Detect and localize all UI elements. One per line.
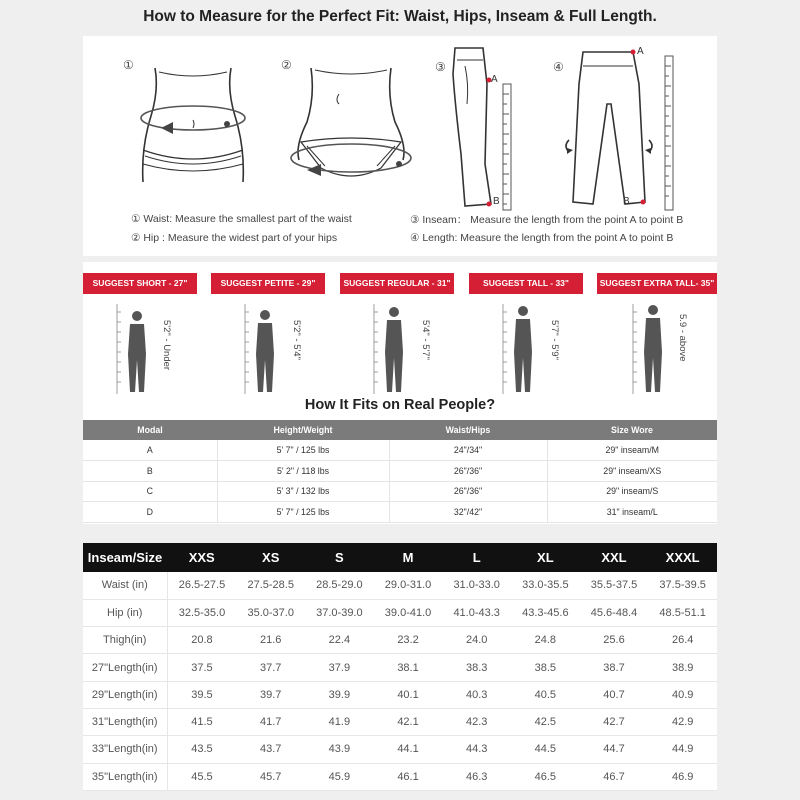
table-cell: 21.6 <box>236 627 305 654</box>
hip-figure <box>281 56 421 206</box>
table-cell: 41.0-43.3 <box>442 599 511 626</box>
table-cell: 37.0-39.0 <box>305 599 374 626</box>
suggest-badge: SUGGEST TALL - 33" <box>469 273 583 294</box>
step-number-3: ③ <box>435 60 446 74</box>
height-label: 5.9 - above <box>677 314 688 362</box>
table-cell: 40.5 <box>511 681 580 708</box>
table-row <box>83 627 717 654</box>
row-label: 33"Length(in) <box>83 736 167 763</box>
table-cell: A <box>83 440 217 461</box>
table-cell: 39.7 <box>236 681 305 708</box>
table-row <box>83 599 717 626</box>
height-label: 5'2" - Under <box>161 320 172 371</box>
table-cell: 43.9 <box>305 736 374 763</box>
point-b-label: B <box>623 196 630 207</box>
table-cell: 45.6-48.4 <box>580 599 649 626</box>
table-cell: 37.5-39.5 <box>648 572 717 599</box>
table-cell: 24.8 <box>511 627 580 654</box>
table-cell: 39.9 <box>305 681 374 708</box>
table-cell: 29" inseam/M <box>547 440 717 461</box>
waist-figure <box>123 56 263 206</box>
step-number-2: ② <box>281 58 292 72</box>
column-header: Inseam/Size <box>83 543 167 572</box>
table-cell: 41.9 <box>305 708 374 735</box>
height-label: 5'2" - 5'4" <box>291 320 302 360</box>
table-cell: 24.0 <box>442 627 511 654</box>
table-cell: 38.9 <box>648 654 717 681</box>
step-number-4: ④ <box>553 60 564 74</box>
table-row <box>83 763 717 790</box>
table-cell: 43.7 <box>236 736 305 763</box>
inseam-illustration-icon <box>433 44 553 214</box>
table-cell: 44.5 <box>511 736 580 763</box>
table-cell: 41.7 <box>236 708 305 735</box>
table-cell: 44.7 <box>580 736 649 763</box>
column-header: XXL <box>580 543 649 572</box>
table-cell: 25.6 <box>580 627 649 654</box>
table-cell: 43.3-45.6 <box>511 599 580 626</box>
table-cell: 46.7 <box>580 763 649 790</box>
row-label: 29"Length(in) <box>83 681 167 708</box>
table-cell: 31" inseam/L <box>547 502 717 523</box>
table-cell: 33.0-35.5 <box>511 572 580 599</box>
height-label: 5'7" - 5'9" <box>549 320 560 360</box>
table-cell: 26"/36" <box>389 481 547 502</box>
table-cell: 42.9 <box>648 708 717 735</box>
table-cell: 40.1 <box>374 681 443 708</box>
table-cell: 32"/42" <box>389 502 547 523</box>
table-cell: 40.3 <box>442 681 511 708</box>
table-cell: 46.9 <box>648 763 717 790</box>
column-header: Height/Weight <box>217 420 389 440</box>
row-label: 31"Length(in) <box>83 708 167 735</box>
fit-table-header <box>83 420 717 440</box>
table-cell: 38.3 <box>442 654 511 681</box>
inseam-figure <box>433 44 553 214</box>
table-cell: 42.5 <box>511 708 580 735</box>
table-cell: 20.8 <box>167 627 236 654</box>
table-cell: 46.3 <box>442 763 511 790</box>
table-cell: 29" inseam/S <box>547 481 717 502</box>
column-header: L <box>442 543 511 572</box>
table-cell: 28.5-29.0 <box>305 572 374 599</box>
table-cell: 39.0-41.0 <box>374 599 443 626</box>
table-cell: 27.5-28.5 <box>236 572 305 599</box>
table-cell: 22.4 <box>305 627 374 654</box>
page-title: How to Measure for the Perfect Fit: Waist, Hips, Inseam & Full Length. <box>143 8 657 25</box>
table-cell: 26.4 <box>648 627 717 654</box>
table-cell: 26"/36" <box>389 461 547 482</box>
table-cell: 37.7 <box>236 654 305 681</box>
row-label: 35"Length(in) <box>83 763 167 790</box>
table-cell: 41.5 <box>167 708 236 735</box>
table-row <box>83 481 717 502</box>
length-figure <box>553 44 703 214</box>
row-label: Hip (in) <box>83 599 167 626</box>
table-cell: 32.5-35.0 <box>167 599 236 626</box>
table-cell: 42.7 <box>580 708 649 735</box>
size-table-header <box>83 543 717 572</box>
table-row <box>83 681 717 708</box>
size-chart-table <box>83 543 717 791</box>
table-cell: 40.7 <box>580 681 649 708</box>
table-cell: 23.2 <box>374 627 443 654</box>
table-cell: B <box>83 461 217 482</box>
table-cell: 40.9 <box>648 681 717 708</box>
table-cell: 5' 7" / 125 lbs <box>217 440 389 461</box>
fit-table <box>83 420 717 523</box>
table-cell: 46.1 <box>374 763 443 790</box>
table-row <box>83 736 717 763</box>
table-row <box>83 461 717 482</box>
column-header: M <box>374 543 443 572</box>
suggest-badge: SUGGEST SHORT - 27" <box>83 273 197 294</box>
column-header: Waist/Hips <box>389 420 547 440</box>
table-cell: 38.1 <box>374 654 443 681</box>
table-row <box>83 654 717 681</box>
table-cell: 5' 2" / 118 lbs <box>217 461 389 482</box>
table-cell: 5' 3" / 132 lbs <box>217 481 389 502</box>
table-row <box>83 572 717 599</box>
column-header: XS <box>236 543 305 572</box>
table-cell: 39.5 <box>167 681 236 708</box>
measure-panel <box>83 36 717 256</box>
table-cell: 35.5-37.5 <box>580 572 649 599</box>
column-header: Size Wore <box>547 420 717 440</box>
table-row <box>83 440 717 461</box>
suggest-panel <box>83 262 717 524</box>
column-header: XL <box>511 543 580 572</box>
point-a-label: A <box>637 46 644 57</box>
length-description: ④ Length: Measure the length from the point A to point B <box>410 232 674 244</box>
table-cell: 38.5 <box>511 654 580 681</box>
table-cell: 29" inseam/XS <box>547 461 717 482</box>
table-cell: 44.1 <box>374 736 443 763</box>
table-cell: 37.9 <box>305 654 374 681</box>
table-cell: 35.0-37.0 <box>236 599 305 626</box>
column-header: S <box>305 543 374 572</box>
table-cell: 46.5 <box>511 763 580 790</box>
point-a-label: A <box>491 74 498 85</box>
height-label: 5'4" - 5'7" <box>420 320 431 360</box>
table-cell: 31.0-33.0 <box>442 572 511 599</box>
table-cell: 29.0-31.0 <box>374 572 443 599</box>
table-cell: 24"/34" <box>389 440 547 461</box>
table-cell: 45.7 <box>236 763 305 790</box>
table-cell: 5' 7" / 125 lbs <box>217 502 389 523</box>
step-number-1: ① <box>123 58 134 72</box>
table-cell: D <box>83 502 217 523</box>
column-header: XXS <box>167 543 236 572</box>
fit-section-title: How It Fits on Real People? <box>304 397 496 413</box>
table-cell: 43.5 <box>167 736 236 763</box>
hip-description: ② Hip : Measure the widest part of your hips <box>131 232 338 244</box>
suggest-badge: SUGGEST REGULAR - 31" <box>340 273 454 294</box>
table-cell: 42.1 <box>374 708 443 735</box>
inseam-description: ③ Inseam： Measure the length from the point A to point B <box>410 214 684 226</box>
length-illustration-icon <box>553 44 703 214</box>
table-cell: 37.5 <box>167 654 236 681</box>
row-label: Thigh(in) <box>83 627 167 654</box>
table-cell: 45.9 <box>305 763 374 790</box>
row-label: 27"Length(in) <box>83 654 167 681</box>
table-row <box>83 708 717 735</box>
suggest-badge: SUGGEST EXTRA TALL- 35" <box>597 273 717 294</box>
table-cell: 48.5-51.1 <box>648 599 717 626</box>
table-row <box>83 502 717 523</box>
table-cell: 38.7 <box>580 654 649 681</box>
point-b-label: B <box>493 196 500 207</box>
column-header: Modal <box>83 420 217 440</box>
table-cell: 26.5-27.5 <box>167 572 236 599</box>
table-cell: 42.3 <box>442 708 511 735</box>
table-cell: 44.3 <box>442 736 511 763</box>
row-label: Waist (in) <box>83 572 167 599</box>
waist-illustration-icon <box>123 56 263 206</box>
table-cell: C <box>83 481 217 502</box>
table-cell: 44.9 <box>648 736 717 763</box>
suggest-badge: SUGGEST PETITE - 29" <box>211 273 325 294</box>
hip-illustration-icon <box>281 56 421 206</box>
waist-description: ① Waist: Measure the smallest part of the waist <box>131 213 352 225</box>
column-header: XXXL <box>648 543 717 572</box>
table-cell: 45.5 <box>167 763 236 790</box>
